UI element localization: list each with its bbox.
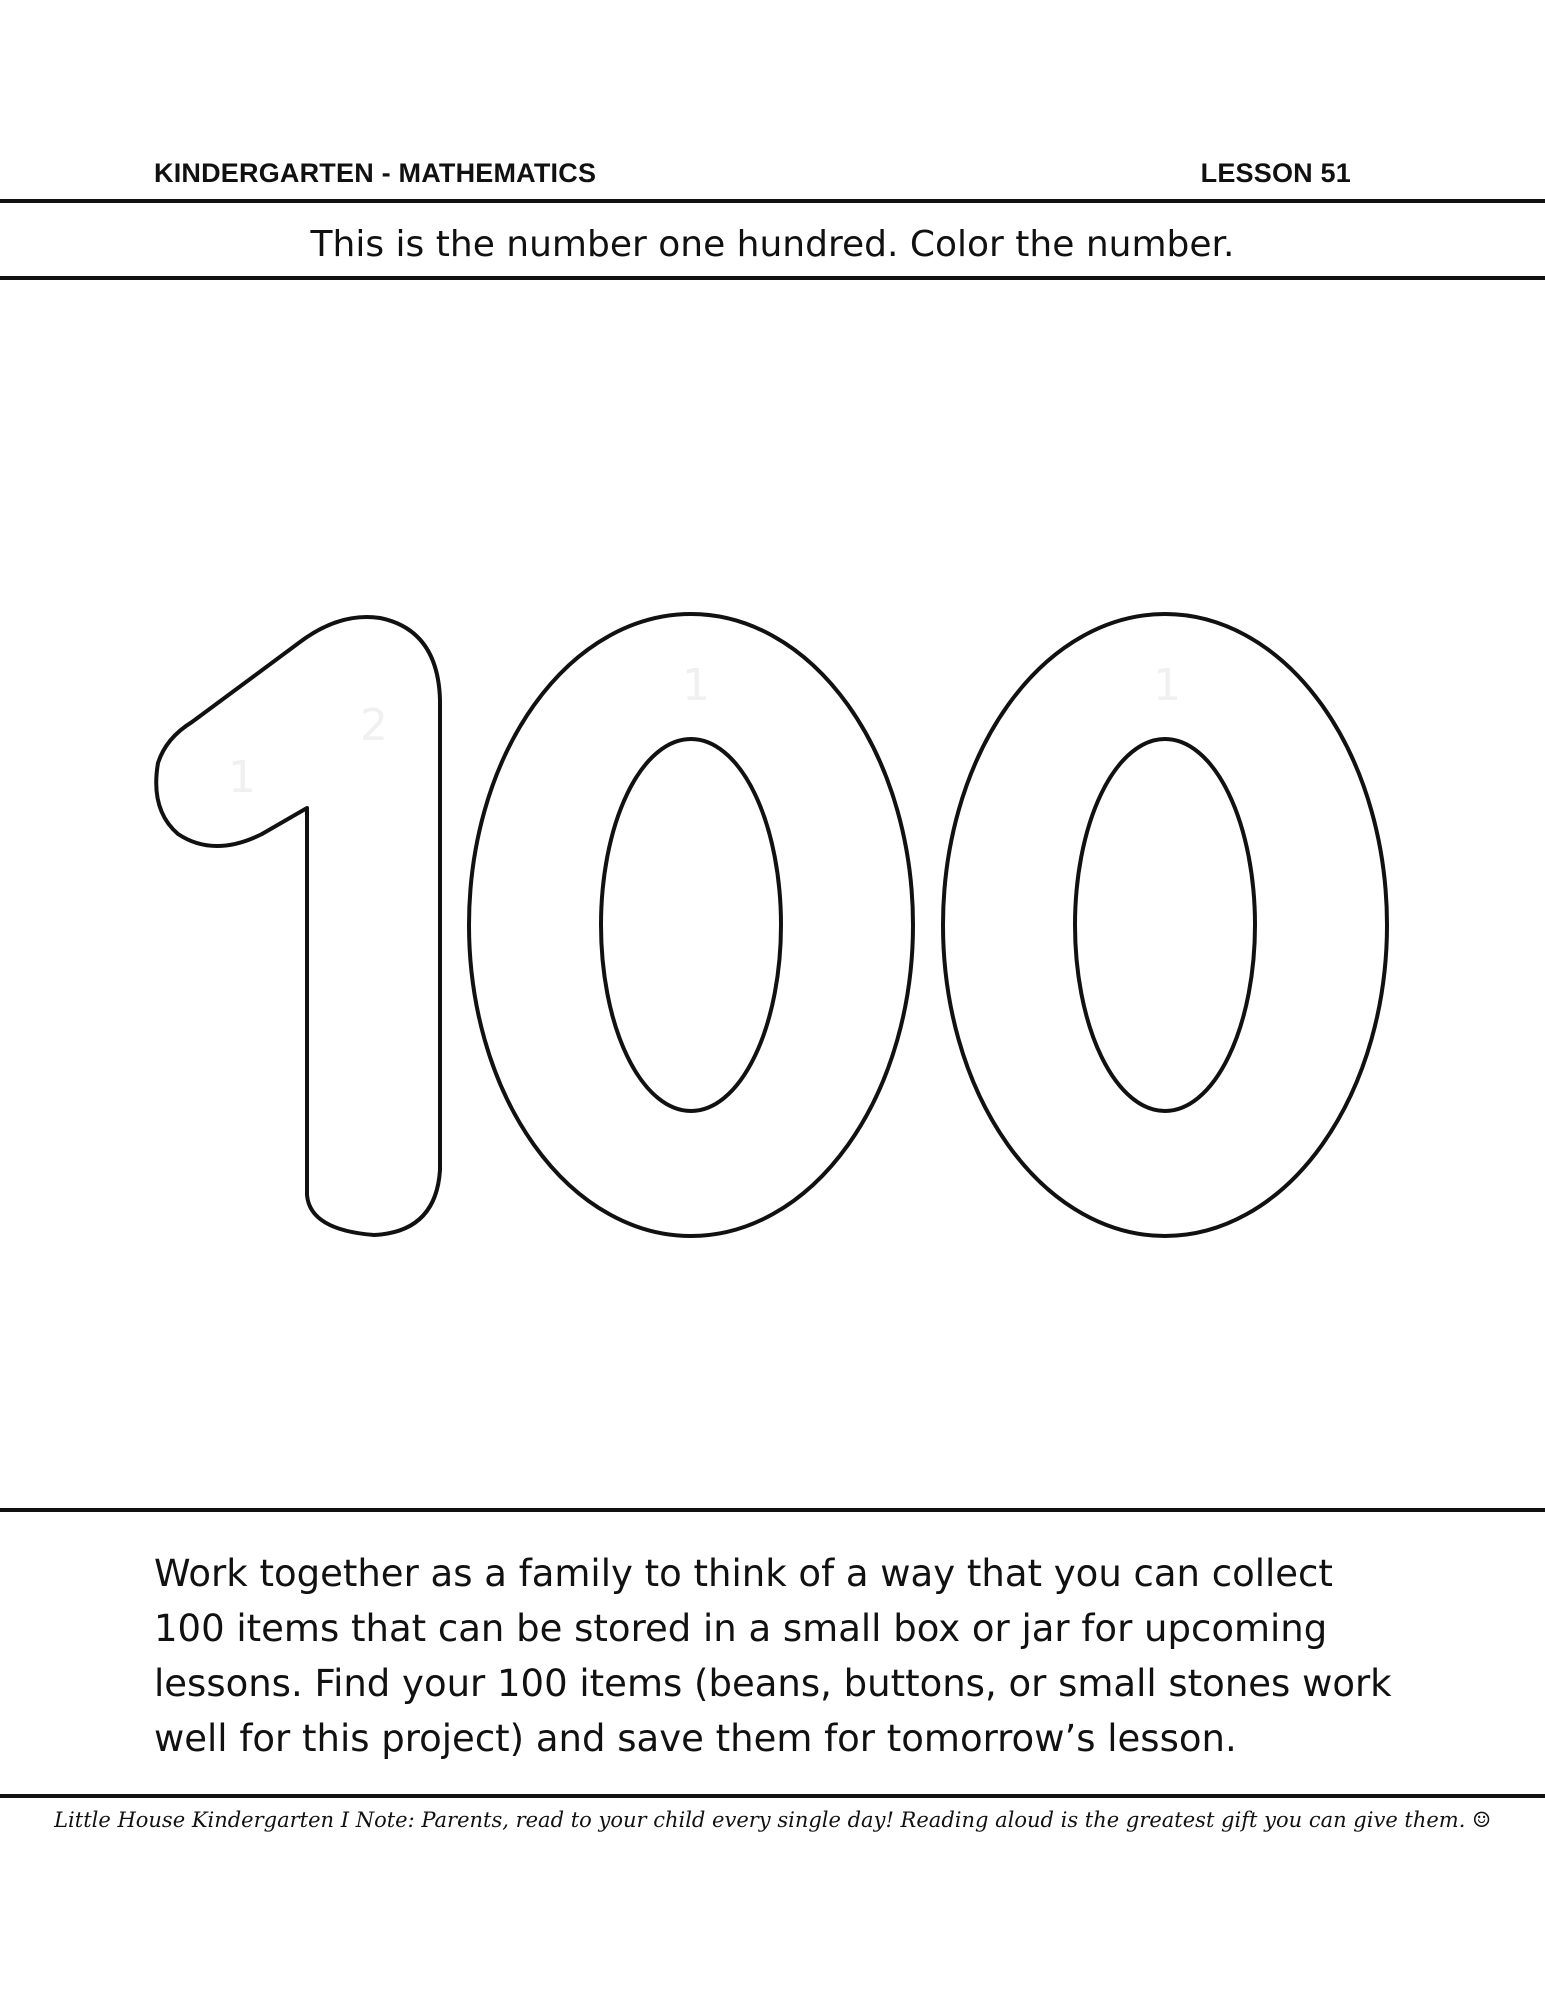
digit-zero-1-inner: [601, 739, 781, 1111]
instruction-text: This is the number one hundred. Color the number.: [310, 224, 1235, 265]
digit-zero-1-outer: [469, 614, 913, 1236]
digit-one-outline: [156, 617, 440, 1235]
instruction-rule: [0, 276, 1545, 280]
stroke-label: 2: [360, 700, 388, 751]
header-rule: [0, 199, 1545, 203]
subject-title: KINDERGARTEN - MATHEMATICS: [154, 157, 597, 188]
lesson-number: LESSON 51: [1200, 157, 1351, 188]
activity-top-rule: [0, 1508, 1545, 1512]
activity-paragraph: Work together as a family to think of a way that you can collect 100 items that can be stored in a small box or jar for upcoming lessons. Find your 100 items (beans, buttons, or small stones work well for this project) and save them for tomorrow’s lesson.: [154, 1552, 1392, 1760]
stroke-label: 1: [228, 752, 256, 803]
stroke-label: 1: [682, 660, 710, 711]
digit-zero-2-inner: [1075, 739, 1255, 1111]
stroke-label: 1: [1153, 660, 1181, 711]
footer-rule: [0, 1794, 1545, 1798]
footer-note: Little House Kindergarten I Note: Parents, read to your child every single day! Reading aloud is the greatest gift you can give them. ☺: [54, 1808, 1491, 1832]
page-header: [154, 155, 1351, 191]
digit-zero-2-outer: [943, 614, 1387, 1236]
